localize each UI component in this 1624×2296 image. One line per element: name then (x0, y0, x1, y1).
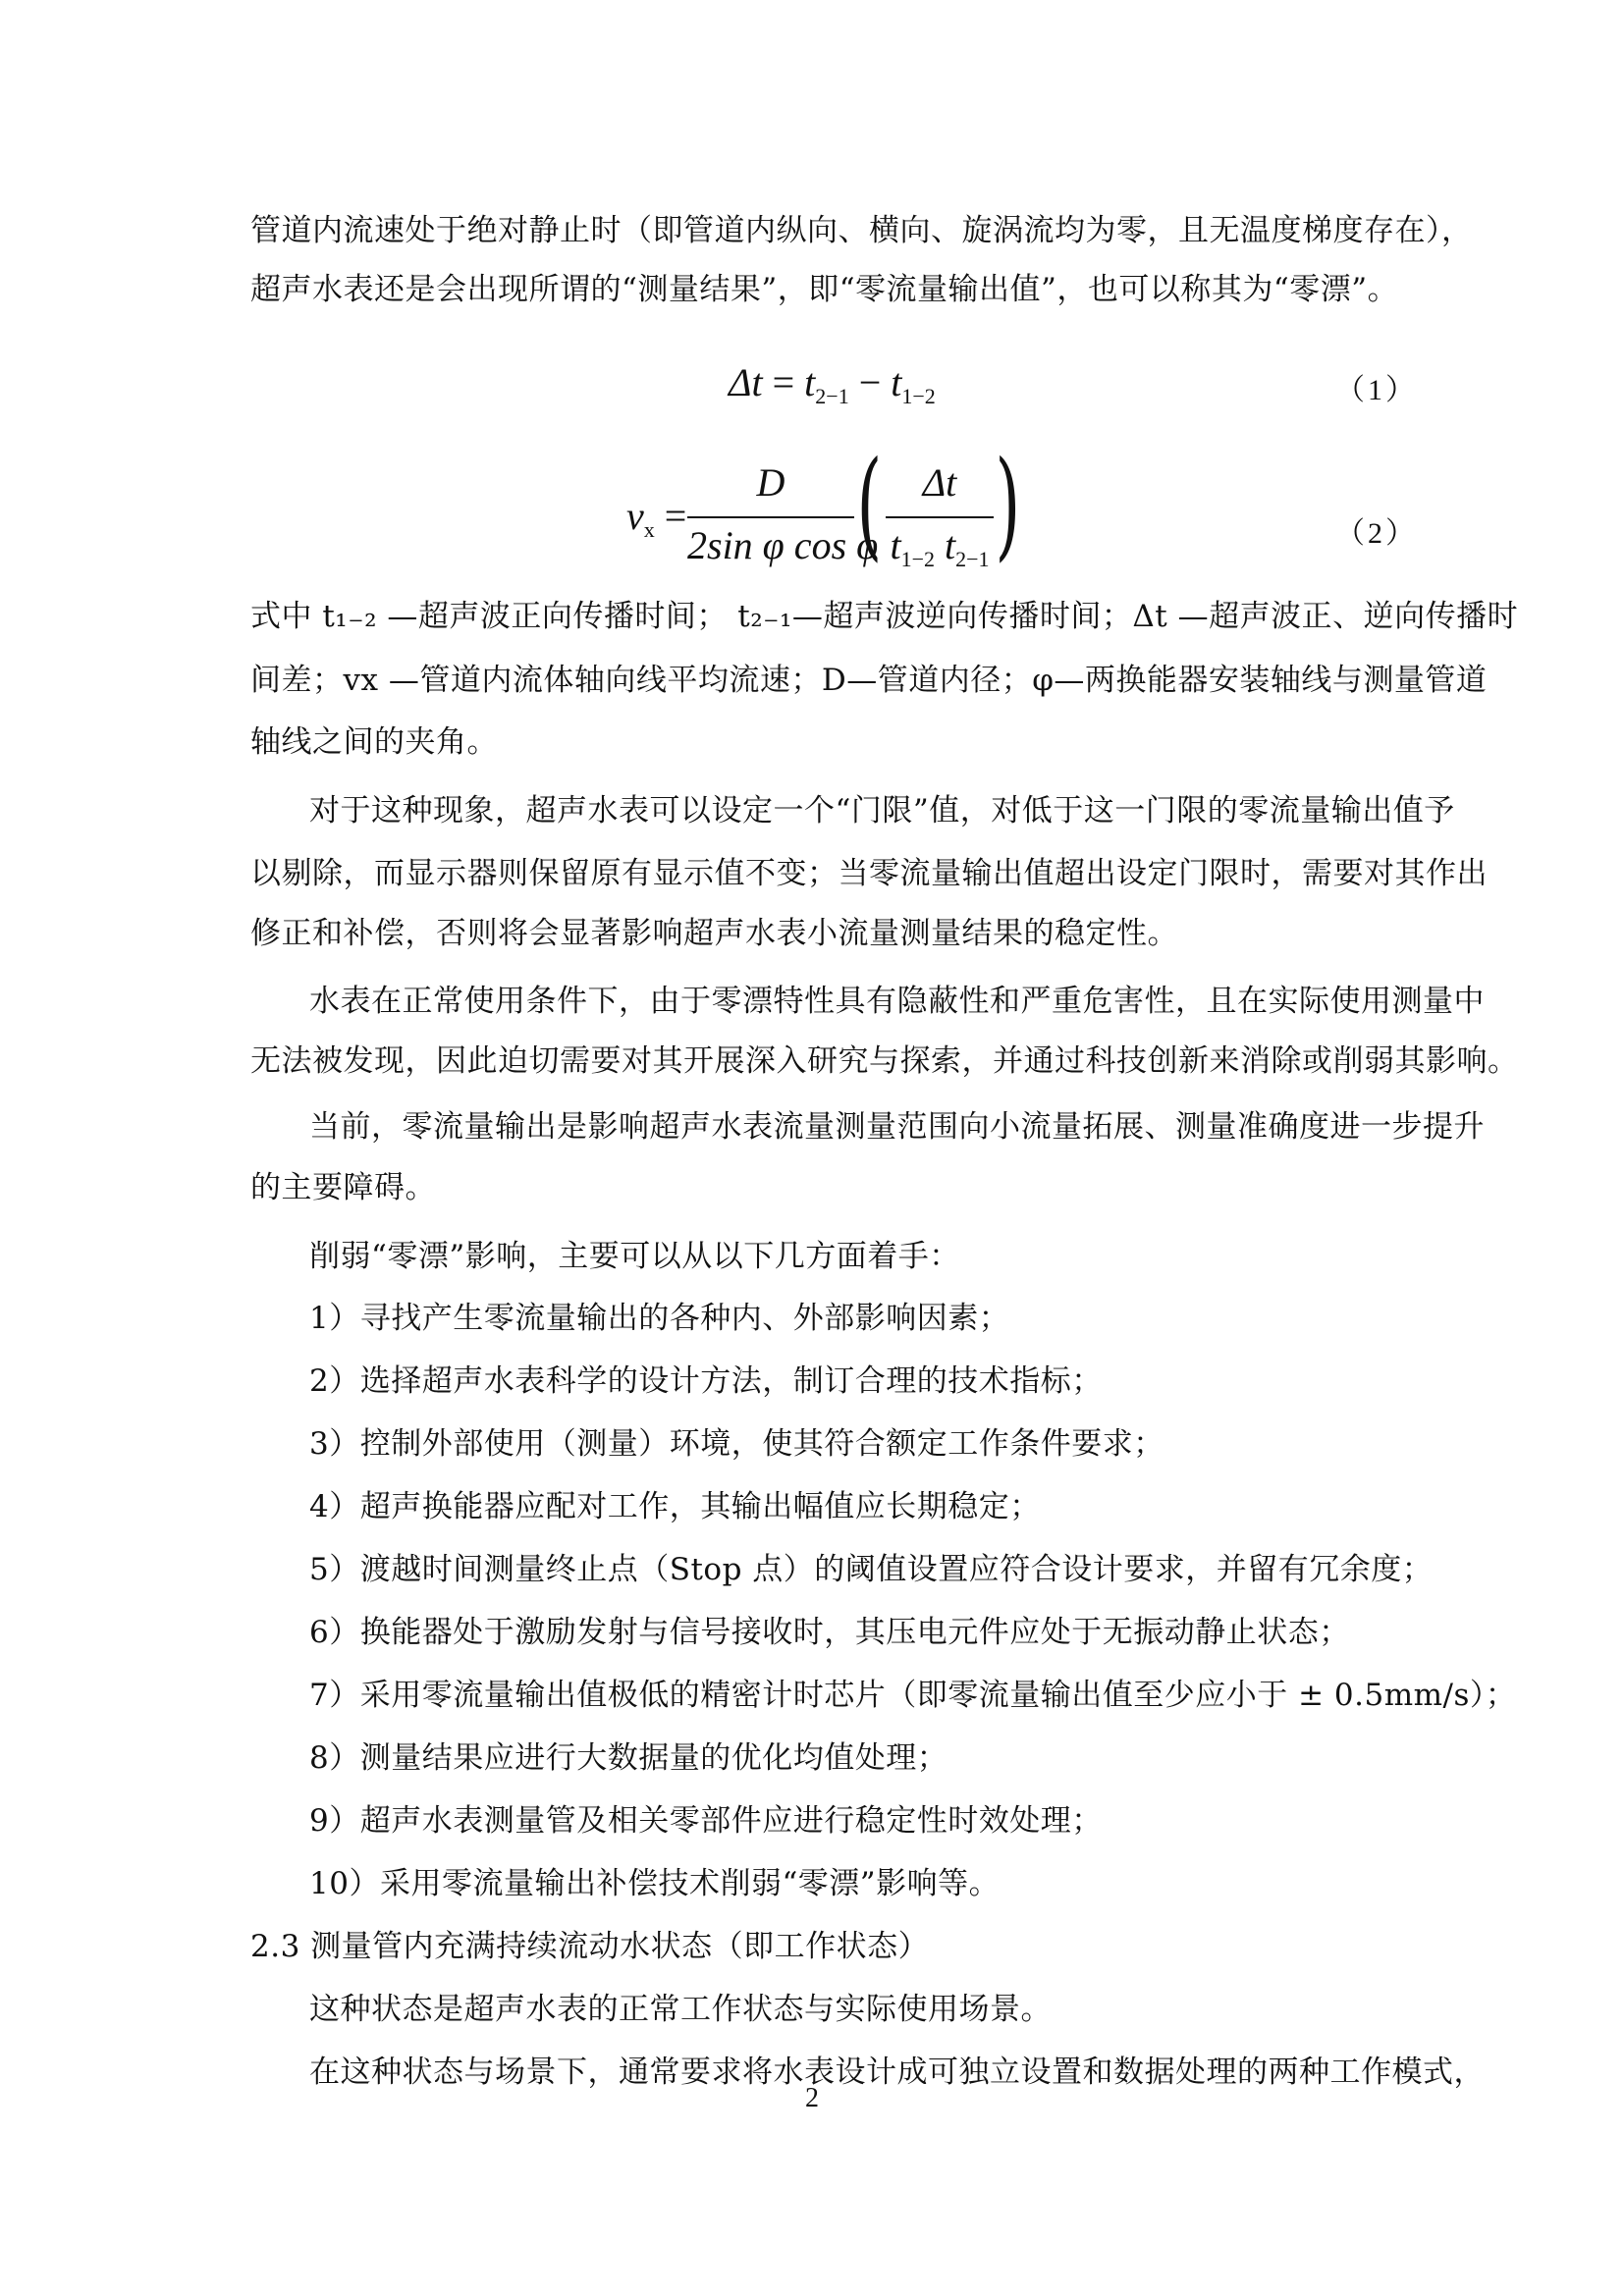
para5: 在这种状态与场景下，通常要求将水表设计成可独立设置和数据处理的两种工作模式， (309, 2055, 1485, 2090)
equation-2-number: （2） (1335, 517, 1418, 550)
para4: 这种状态是超声水表的正常工作状态与实际使用场景。 (309, 1992, 1052, 2027)
para3-line-2: 的主要障碍。 (250, 1170, 436, 1205)
eq1-t-b-sub: 1−2 (901, 384, 936, 408)
eq2-num1: D (756, 460, 785, 505)
list-item: 3）控制外部使用（测量）环境，使其符合额定工作条件要求； (309, 1426, 1164, 1462)
para3-line-1: 当前，零流量输出是影响超声水表流量测量范围向小流量拓展、测量准确度进一步提升 (309, 1109, 1485, 1145)
eq2-num2: Δt (922, 460, 957, 505)
eq2-den2-t2: t (945, 523, 956, 567)
list-item: 9）超声水表测量管及相关零部件应进行稳定性时效处理； (309, 1803, 1103, 1839)
symbols-line-2: 间差；vx —管道内流体轴向线平均流速；D—管道内径；φ—两换能器安装轴线与测量管道 (250, 663, 1488, 698)
eq2-den1: 2sin φ cos φ (687, 523, 879, 567)
list-item: 1）寻找产生零流量输出的各种内、外部影响因素； (309, 1301, 1010, 1336)
para1-line-1: 对于这种现象，超声水表可以设定一个“门限”值，对低于这一门限的零流量输出值予 (309, 793, 1455, 828)
eq2-lhs-group (626, 493, 686, 543)
eq2-right-paren: ) (995, 437, 1021, 573)
symbols-line-3: 轴线之间的夹角。 (250, 724, 498, 760)
list-item: 2）选择超声水表科学的设计方法，制订合理的技术指标； (309, 1363, 1103, 1399)
page-number: 2 (805, 2083, 819, 2113)
eq2-fraction-bar-2 (886, 516, 994, 518)
eq1-t-b: t (891, 360, 902, 404)
para1-line-3: 修正和补偿，否则将会显著影响超声水表小流量测量结果的稳定性。 (250, 916, 1178, 951)
eq1-minus: − (858, 360, 882, 404)
eq2-lhs: v (626, 494, 644, 538)
eq2-den2-t1-sub: 1−2 (900, 547, 935, 571)
list-item: 10）采用零流量输出补偿技术削弱“零漂”影响等。 (309, 1866, 1001, 1901)
list-item: 5）渡越时间测量终止点（Stop 点）的阈值设置应符合设计要求，并留有冗余度； (309, 1552, 1434, 1587)
list-intro: 削弱“零漂”影响，主要可以从以下几方面着手： (309, 1239, 960, 1274)
para1-line-2: 以剔除，而显示器则保留原有显示值不变；当零流量输出值超出设定门限时，需要对其作出 (250, 856, 1488, 891)
symbols-line-1: 式中 t₁₋₂ —超声波正向传播时间； t₂₋₁—超声波逆向传播时间；Δt —超声波正、逆向传播时 (250, 599, 1519, 634)
eq1-equals: = (772, 360, 795, 404)
eq2-den2-t1: t (890, 523, 901, 567)
list-item: 8）测量结果应进行大数据量的优化均值处理； (309, 1740, 948, 1776)
eq2-left-paren: ( (856, 437, 883, 573)
eq2-den2 (886, 522, 994, 572)
section-heading: 2.3 测量管内充满持续流动水状态（即工作状态） (250, 1929, 930, 1964)
intro-line-1: 管道内流速处于绝对静止时（即管道内纵向、横向、旋涡流均为零，且无温度梯度存在）， (250, 213, 1473, 248)
intro-line-2: 超声水表还是会出现所谓的“测量结果”，即“零流量输出值”，也可以称其为“零漂”。 (250, 272, 1399, 307)
equation-1-number: （1） (1335, 374, 1418, 406)
para2-line-1: 水表在正常使用条件下，由于零漂特性具有隐蔽性和严重危害性，且在实际使用测量中 (309, 984, 1485, 1019)
list-item: 4）超声换能器应配对工作，其输出幅值应长期稳定； (309, 1489, 1041, 1524)
eq2-fraction-bar-1 (687, 516, 854, 518)
eq2-equals: = (664, 494, 687, 538)
eq1-t-a-sub: 2−1 (815, 384, 849, 408)
eq1-t-a: t (804, 360, 816, 404)
eq2-den2-t2-sub: 2−1 (955, 547, 990, 571)
para2-line-2: 无法被发现，因此迫切需要对其开展深入研究与探索，并通过科技创新来消除或削弱其影响。 (250, 1043, 1519, 1079)
eq2-lhs-sub: x (643, 517, 655, 542)
equation-1 (729, 359, 936, 409)
list-item: 7）采用零流量输出值极低的精密计时芯片（即零流量输出值至少应小于 ± 0.5mm/s）； (309, 1678, 1517, 1713)
list-item: 6）换能器处于激励发射与信号接收时，其压电元件应处于无振动静止状态； (309, 1615, 1350, 1650)
eq1-lhs: Δt (729, 360, 763, 404)
